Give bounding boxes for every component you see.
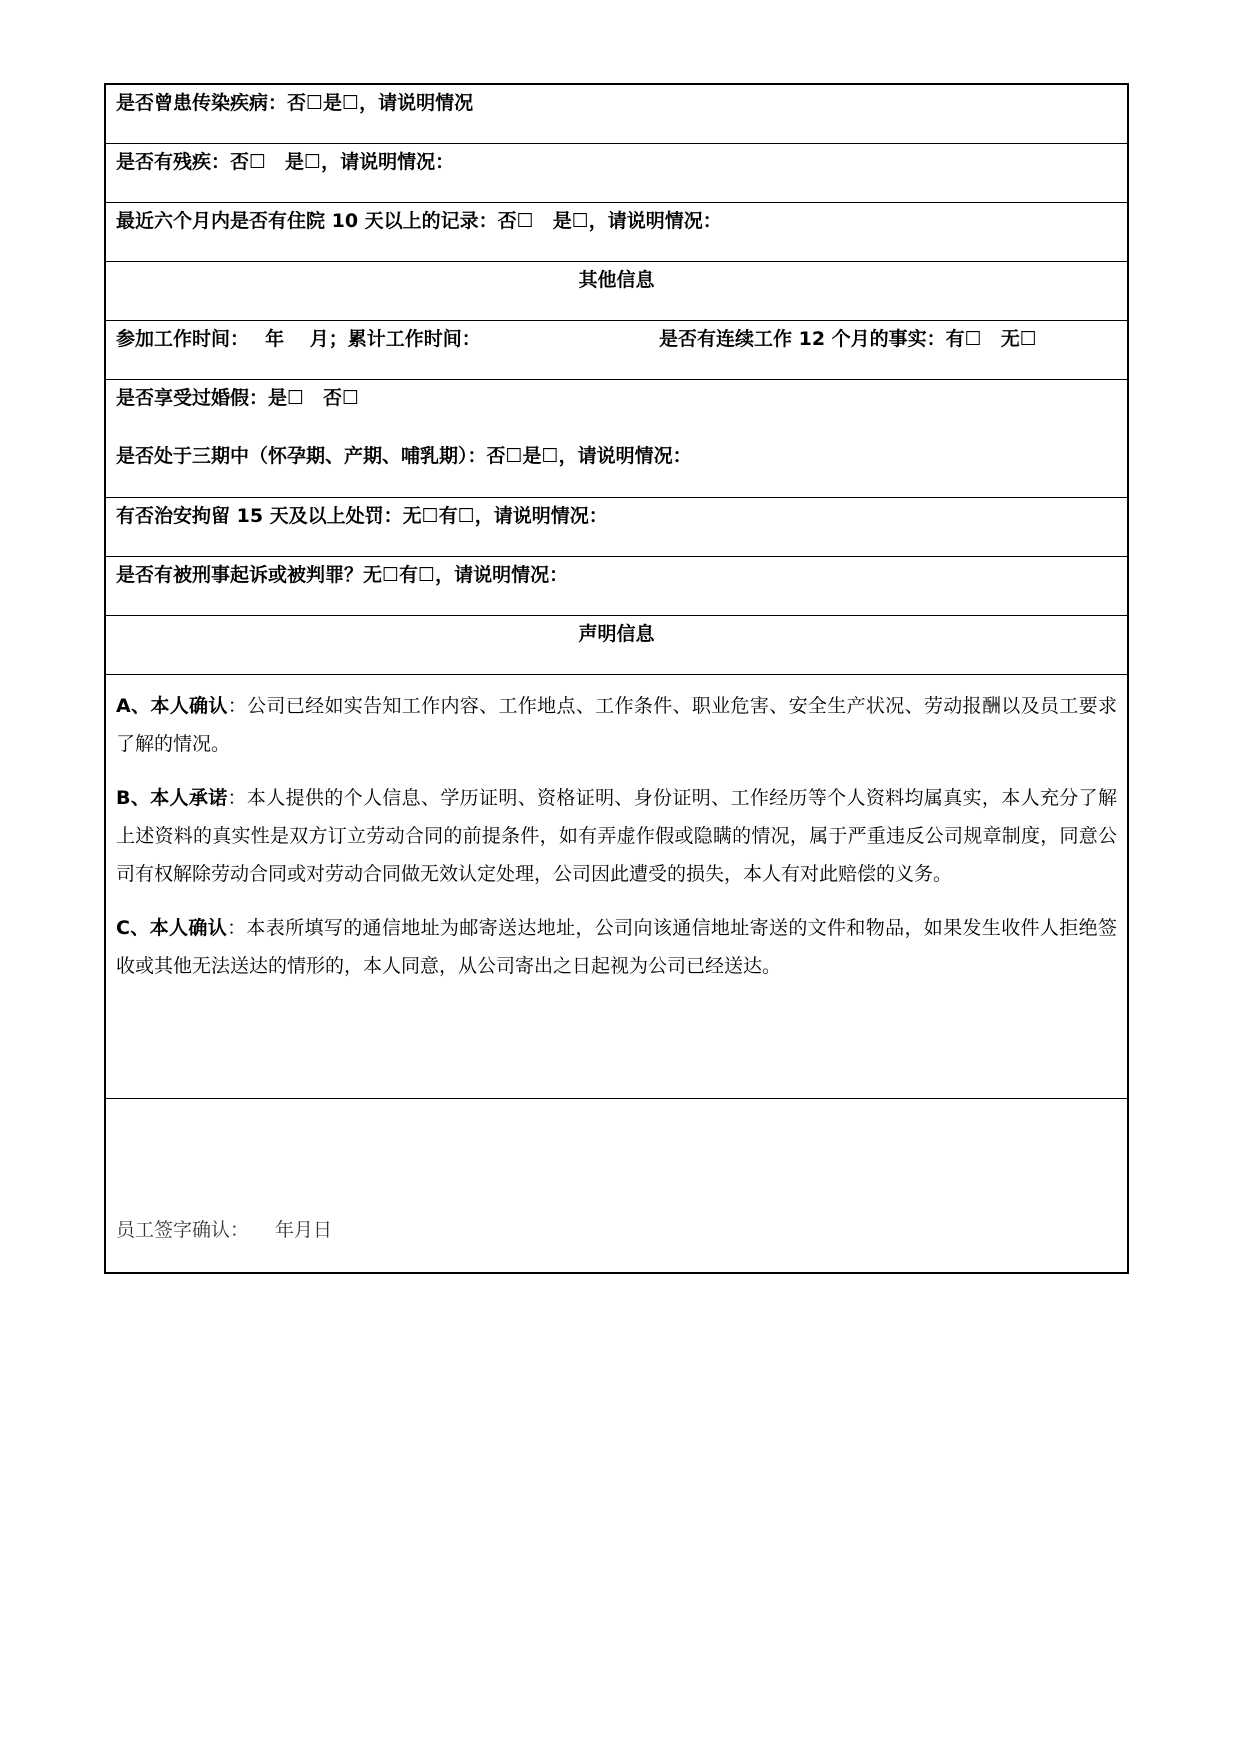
detention-question: 有否治安拘留 15 天及以上处罚：无☐有☐，请说明情况： xyxy=(116,505,608,527)
hospitalization-row xyxy=(106,203,1127,262)
declaration-a-label: A、本人确认 xyxy=(116,695,228,717)
declaration-item-a xyxy=(116,687,1117,763)
declaration-item-c xyxy=(116,909,1117,985)
criminal-row xyxy=(106,557,1127,616)
continuous-work-question: 是否有连续工作 12 个月的事实：有☐ 无☐ xyxy=(659,328,1037,350)
employee-info-form xyxy=(104,83,1129,1274)
signature-row xyxy=(106,1099,1127,1272)
marriage-pregnancy-row xyxy=(106,380,1127,498)
three-periods-question: 是否处于三期中（怀孕期、产期、哺乳期）：否☐是☐，请说明情况： xyxy=(116,445,692,467)
infectious-disease-row xyxy=(106,85,1127,144)
declaration-c-label: C、本人确认 xyxy=(116,917,228,939)
other-info-heading: 其他信息 xyxy=(106,262,1127,321)
hospitalization-question: 最近六个月内是否有住院 10 天以上的记录：否☐ 是☐，请说明情况： xyxy=(116,210,722,232)
work-start-question: 参加工作时间： 年 月；累计工作时间： xyxy=(116,328,481,350)
declaration-c-text: ：本表所填写的通信地址为邮寄送达地址，公司向该通信地址寄送的文件和物品，如果发生收件人拒绝签收或其他无法送达的情形的，本人同意，从公司寄出之日起视为公司已经送达。 xyxy=(116,917,1117,977)
criminal-question: 是否有被刑事起诉或被判罪？无☐有☐，请说明情况： xyxy=(116,564,569,586)
detention-row xyxy=(106,498,1127,557)
signature-label: 员工签字确认： xyxy=(116,1219,250,1241)
declaration-b-text: ：本人提供的个人信息、学历证明、资格证明、身份证明、工作经历等个人资料均属真实，本人充分了解上述资料的真实性是双方订立劳动合同的前提条件，如有弄虚作假或隐瞒的情况，属于严重违反公司规章制度，同意公司有权解除劳动合同或对劳动合同做无效认定处理，公司因此遭受的损失，本人有对此赔偿的义务。 xyxy=(116,787,1117,885)
declaration-body xyxy=(106,675,1127,1099)
disability-question: 是否有残疾：否☐ 是☐，请说明情况： xyxy=(116,151,455,173)
signature-line xyxy=(116,1215,332,1242)
declaration-item-b xyxy=(116,779,1117,893)
declaration-heading: 声明信息 xyxy=(106,616,1127,675)
infectious-disease-question: 是否曾患传染疾病：否☐是☐，请说明情况 xyxy=(116,92,474,114)
marriage-leave-question: 是否享受过婚假：是☐ 否☐ xyxy=(116,387,360,409)
signature-date: 年月日 xyxy=(275,1219,333,1241)
declaration-a-text: ：公司已经如实告知工作内容、工作地点、工作条件、职业危害、安全生产状况、劳动报酬以及员工要求了解的情况。 xyxy=(116,695,1117,755)
declaration-b-label: B、本人承诺 xyxy=(116,787,228,809)
disability-row xyxy=(106,144,1127,203)
work-history-row xyxy=(106,321,1127,380)
